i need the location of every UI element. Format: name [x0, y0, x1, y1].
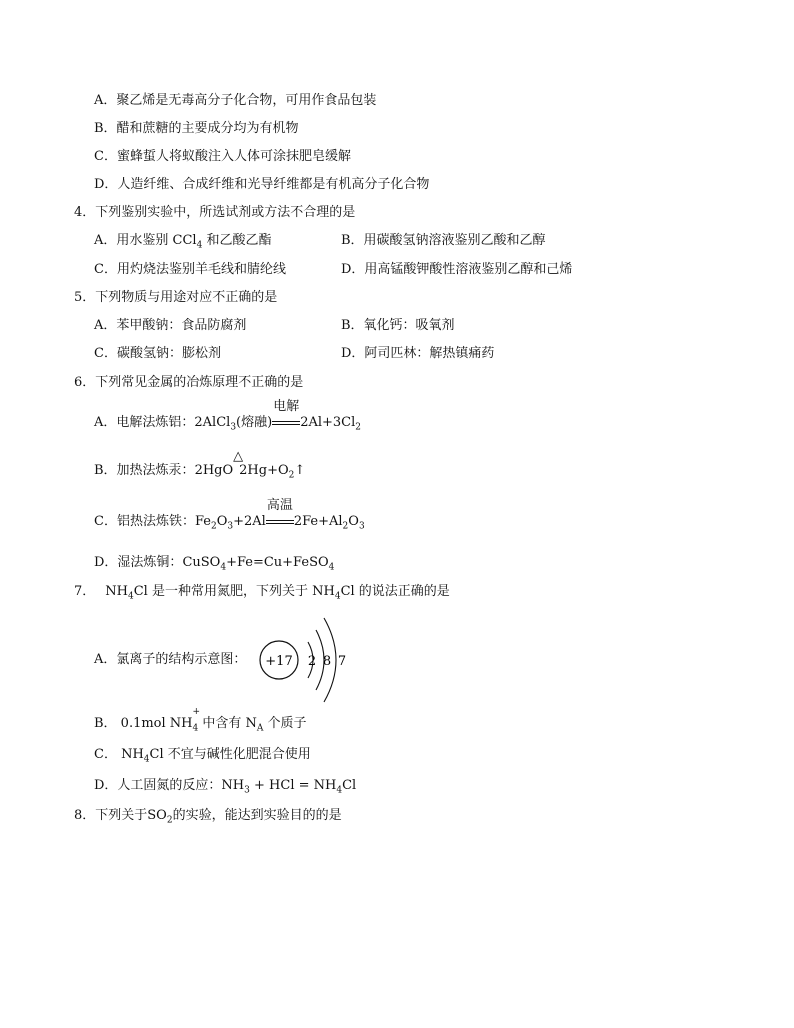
q4-stem: 4．下列鉴别实验中，所选试剂或方法不合理的是 — [74, 205, 356, 220]
shell-2-electrons: 8 — [322, 654, 332, 669]
q7-option-c: C． $NH_4Cl$ 不宜与碱性化肥混合使用 — [94, 747, 311, 765]
q6-option-c: C．铝热法炼铁：$Fe_2O_3+2Al$ 高温 $2Fe+Al_2O_3$ — [94, 498, 365, 532]
reaction-condition: 电解 — [272, 415, 300, 431]
q4-option-a: A．用水鉴别 CCl$_4$ 和乙酸乙酯 — [94, 233, 272, 251]
q5-option-a: A．苯甲酸钠：食品防腐剂 — [94, 318, 247, 333]
q3-option-d: D．人造纤维、合成纤维和光导纤维都是有机高分子化合物 — [94, 177, 430, 192]
reaction-condition: △ — [233, 449, 244, 464]
reaction-condition: 高温 — [266, 514, 294, 530]
q6-option-b: B．加热法炼汞：2HgO △ $2Hg+O_2↑$ — [94, 449, 306, 481]
q7-option-b: B． 0.1mol NH + $_4$ 中含有 $N_A$ 个质子 — [94, 707, 307, 734]
shell-1-electrons: 2 — [307, 654, 317, 669]
q7-stem: 7． $NH_4Cl$ 是一种常用氮肥，下列关于 $NH_4Cl$ 的说法正确的是 — [74, 584, 450, 602]
chloride-ion-structure-diagram — [256, 612, 356, 706]
q4-option-d: D．用高锰酸钾酸性溶液鉴别乙醇和己烯 — [341, 262, 573, 277]
q8-stem: 8．下列关于$SO_2$的实验，能达到实验目的的是 — [74, 808, 342, 826]
q6-option-a: A．电解法炼铝：2AlCl$_3$(熔融) 电解 $2Al+3Cl_2$ — [94, 399, 362, 433]
q4-option-b: B．用碳酸氢钠溶液鉴别乙酸和乙醇 — [341, 233, 546, 248]
q3-option-c: C．蜜蜂蜇人将蚁酸注入人体可涂抹肥皂缓解 — [94, 149, 351, 164]
shell-3-electrons: 7 — [337, 654, 347, 669]
q5-option-c: C．碳酸氢钠：膨松剂 — [94, 346, 221, 361]
q7-option-d: D．人工固氮的反应：$NH_3$ + HCl = $NH_4Cl$ — [94, 778, 357, 796]
q5-option-b: B．氧化钙：吸氧剂 — [341, 318, 455, 333]
q6-option-d: D．湿法炼铜：CuSO$_4$+Fe=Cu+FeSO$_4$ — [94, 555, 335, 573]
q4-option-c: C．用灼烧法鉴别羊毛线和腈纶线 — [94, 262, 286, 277]
q3-option-a: A．聚乙烯是无毒高分子化合物，可用作食品包装 — [94, 93, 377, 108]
q6-stem: 6．下列常见金属的冶炼原理不正确的是 — [74, 375, 304, 390]
nucleus-charge: +17 — [265, 654, 293, 669]
q5-option-d: D．阿司匹林：解热镇痛药 — [341, 346, 495, 361]
q7-option-a-label: A．氯离子的结构示意图： — [94, 652, 247, 667]
q5-stem: 5．下列物质与用途对应不正确的是 — [74, 290, 278, 305]
q3-option-b: B．醋和蔗糖的主要成分均为有机物 — [94, 121, 299, 136]
